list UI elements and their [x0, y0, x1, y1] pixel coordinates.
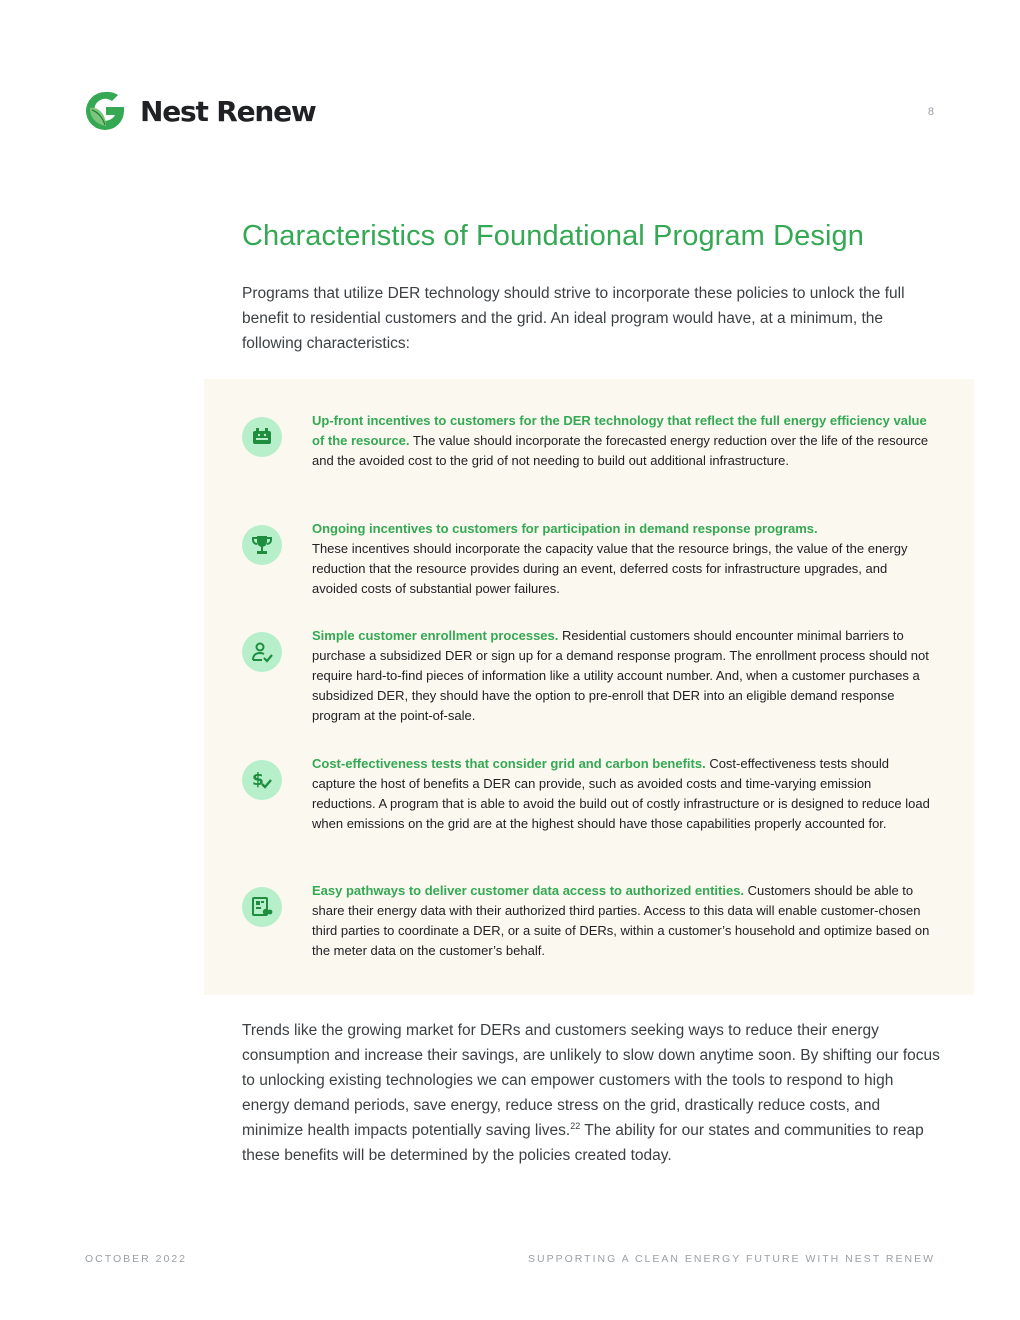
- characteristic-lead: Cost-effectiveness tests that consider grid and carbon benefits.: [312, 756, 706, 771]
- characteristic-body: Residential customers should encounter minimal barriers to purchase a subsidized DER or sign up for a demand response program. The enrollment process should not require hard-to-find pieces of information like a utility account number. And, when a customer purchases a subsidized DER, they should have the option to pre-enroll that DER into an eligible demand response program at the point-of-sale.: [312, 628, 929, 723]
- characteristic-lead: Simple customer enrollment processes.: [312, 628, 559, 643]
- characteristic-text: [312, 519, 934, 599]
- page-number: 8: [927, 106, 934, 118]
- person-check-icon: [242, 632, 282, 672]
- characteristic-text: [312, 411, 934, 471]
- brand-logo: [84, 90, 316, 132]
- characteristic-lead: Ongoing incentives to customers for participation in demand response programs.: [312, 521, 818, 536]
- nest-renew-logo-icon: [84, 90, 126, 132]
- characteristic-lead: Up-front incentives to customers for the DER technology that reflect the full energy efficiency value of the resource.: [312, 413, 927, 448]
- closing-text-continued: The ability for our states and communities to reap these benefits will be determined by the policies created today.: [242, 1122, 924, 1164]
- characteristic-body: These incentives should incorporate the capacity value that the resource brings, the value of the energy reduction that the resource provides during an event, deferred costs for infrastructure upgrades, and avoided costs of substantial power failures.: [312, 541, 908, 596]
- trophy-icon: [242, 525, 282, 565]
- closing-paragraph: [242, 1018, 942, 1168]
- closing-text: Trends like the growing market for DERs and customers seeking ways to reduce their energy consumption and increase their savings, are unlikely to slow down anytime soon. By shifting our focus to unlocking existing technologies we can empower customers with the tools to respond to high energy demand periods, save energy, reduce stress on the grid, drastically reduce costs, and minimize health impacts potentially saving lives.: [242, 1022, 940, 1139]
- characteristic-body: Customers should be able to share their energy data with their authorized third parties. Access to this data will enable customer-chosen third parties to coordinate a DER, or a suite of DERs, within a customer’s household and optimize based on the meter data on the customer’s behalf.: [312, 883, 930, 958]
- characteristic-lead: Easy pathways to deliver customer data access to authorized entities.: [312, 883, 745, 898]
- footer-date: OCTOBER 2022: [85, 1253, 188, 1265]
- characteristics-panel: [204, 379, 974, 995]
- characteristic-text: [312, 626, 934, 726]
- characteristic-body: The value should incorporate the forecasted energy reduction over the life of the resource and the avoided cost to the grid of not needing to build out additional infrastructure.: [312, 433, 929, 468]
- footer-title: SUPPORTING A CLEAN ENERGY FUTURE WITH NEST RENEW: [528, 1253, 935, 1265]
- characteristic-text: [312, 754, 934, 834]
- svg-text:$: $: [252, 770, 264, 790]
- characteristic-text: [312, 881, 934, 961]
- dollar-check-icon: [242, 760, 282, 800]
- page-title: Characteristics of Foundational Program Design: [242, 220, 864, 252]
- intro-paragraph: Programs that utilize DER technology should strive to incorporate these policies to unlock the full benefit to residential customers and the grid. An ideal program would have, at a minimum, the following characteristics:: [242, 285, 905, 352]
- footnote-marker[interactable]: 22: [570, 1120, 581, 1131]
- brand-name: Nest Renew: [140, 94, 316, 128]
- data-access-icon: [242, 887, 282, 927]
- energy-meter-icon: [242, 417, 282, 457]
- characteristic-body: Cost-effectiveness tests should capture the host of benefits a DER can provide, such as avoided costs and time-varying emission reductions. A program that is able to avoid the build out of costly infrastructure or is designed to reduce load when emissions on the grid are at the highest should have those capabilities properly accounted for.: [312, 756, 930, 831]
